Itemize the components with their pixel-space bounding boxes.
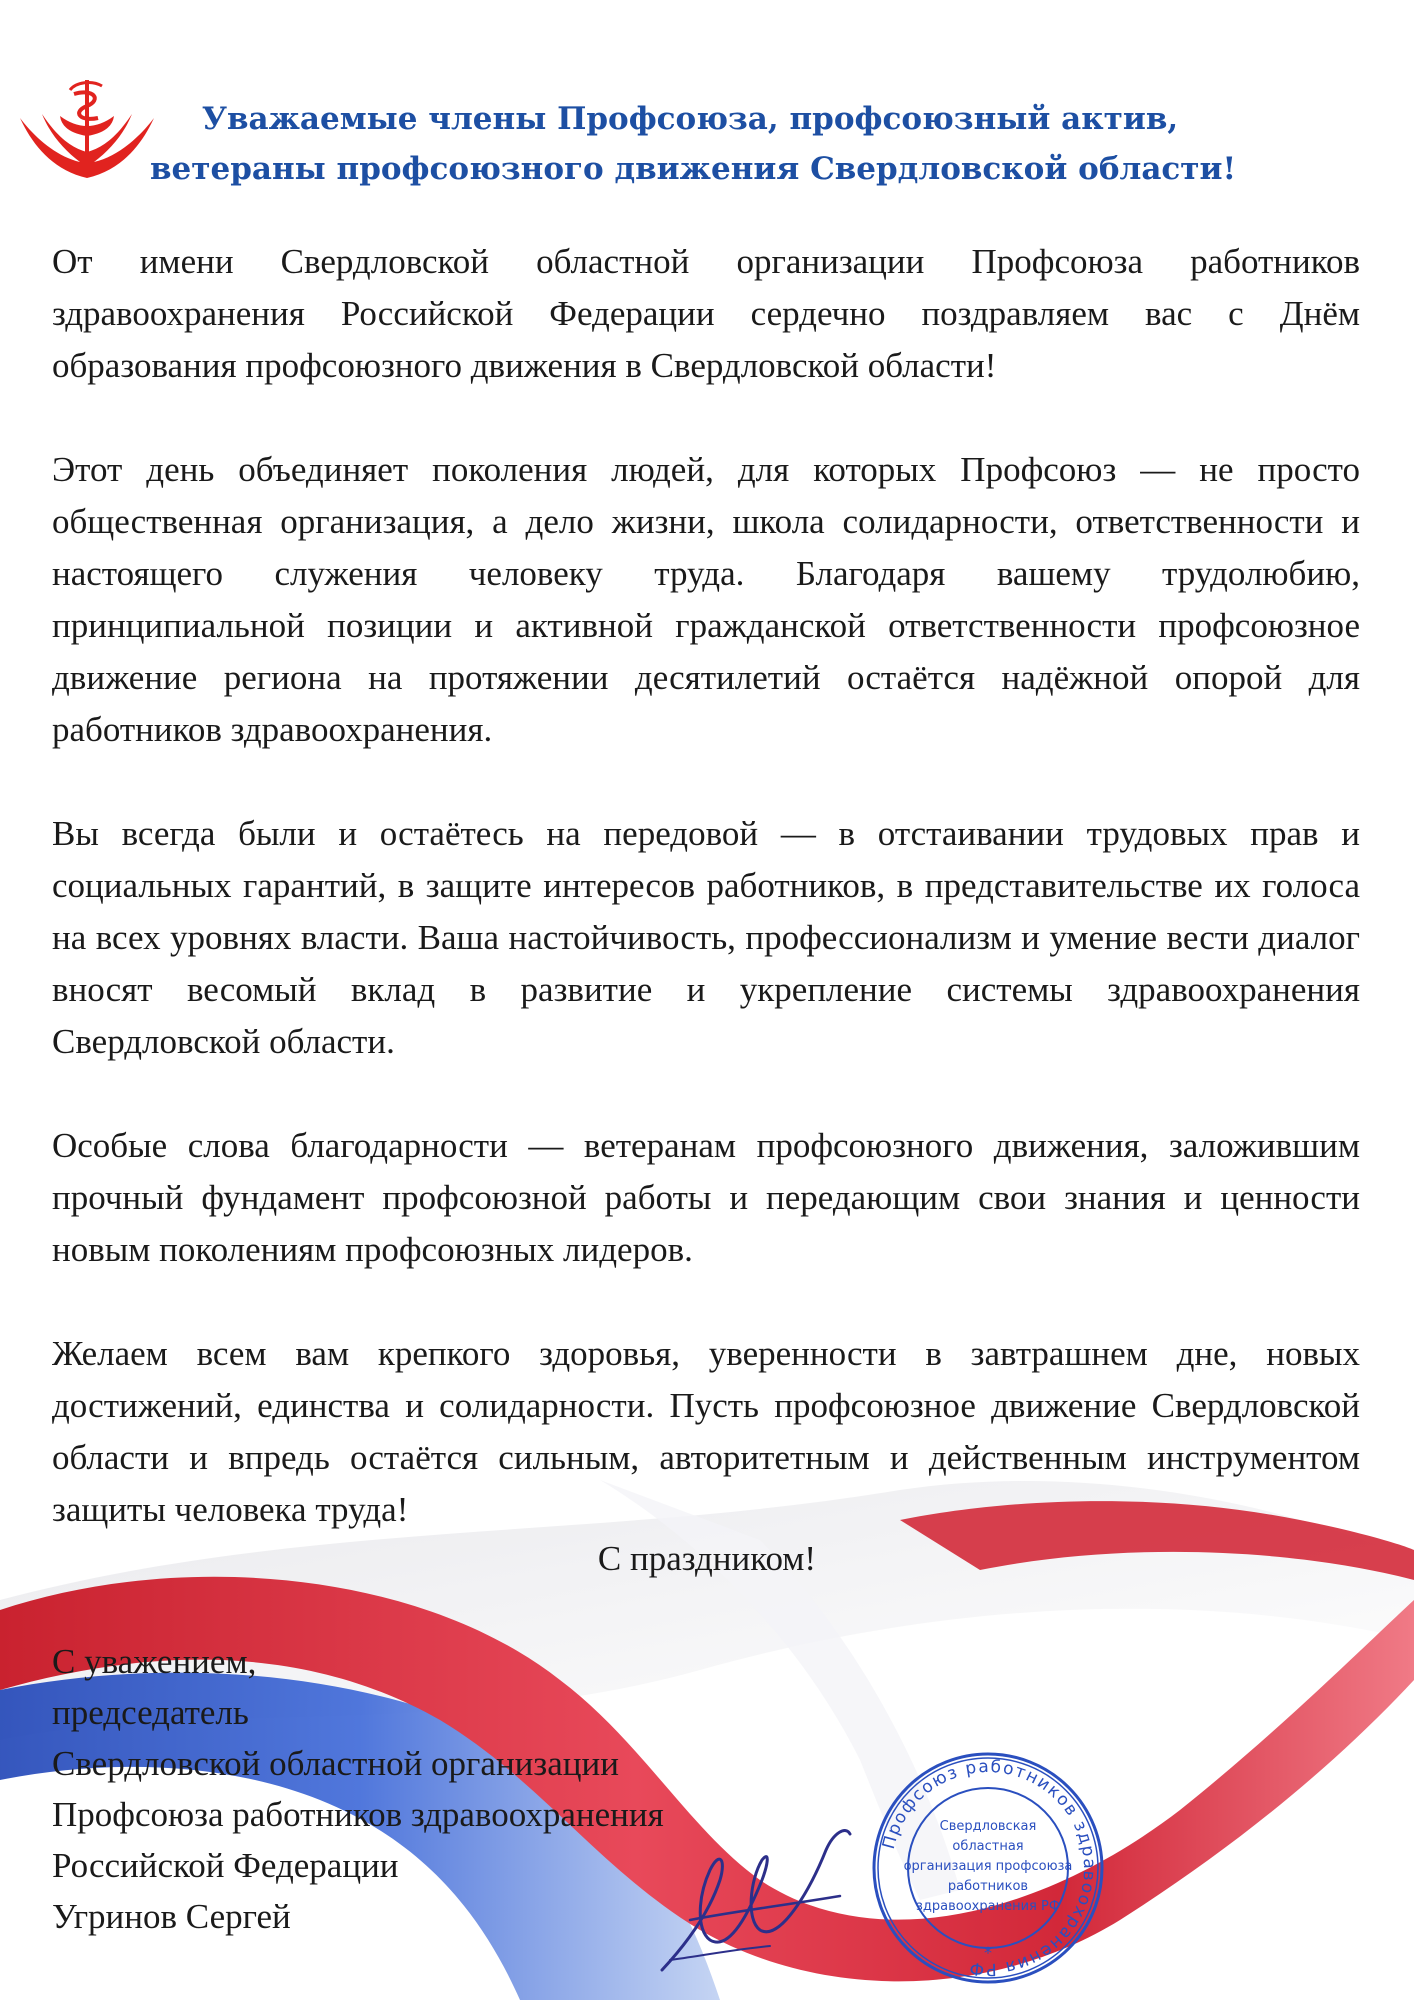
signoff-line-5: Российской Федерации <box>52 1846 399 1885</box>
holiday-greeting: С праздником! <box>597 1539 817 1578</box>
paragraph-4: Особые слова благодарности — ветеранам профсоюзного движения, заложившим прочный фундамент профсоюзной работы и передающим свои знания и ценности новым поколениям профсоюзных лидеров. <box>52 1126 1360 1269</box>
signoff-line-4: Профсоюза работников здравоохранения <box>52 1795 664 1834</box>
stamp-center-line-2: областная <box>952 1839 1024 1854</box>
paragraph-5: Желаем всем вам крепкого здоровья, уверенности в завтрашнем дне, новых достижений, единства и солидарности. Пусть профсоюзное движение Свердловской области и впредь остаётся сильным, авторитетным и действенным инструментом защиты человека труда! <box>52 1334 1360 1529</box>
signoff-line-6: Угринов Сергей <box>52 1897 291 1936</box>
stamp-ring-text: Профсоюз работников здравоохранения РФ <box>878 1756 1100 1980</box>
signoff-line-2: председатель <box>52 1693 249 1732</box>
medical-bowl-hands-logo <box>12 74 162 184</box>
greeting-heading <box>150 94 1237 194</box>
stamp-center-line-5: здравоохранения РФ <box>915 1899 1061 1914</box>
stamp-star: * <box>984 1943 992 1962</box>
paragraph-2: Этот день объединяет поколения людей, для которых Профсоюз — не просто общественная организация, а дело жизни, школа солидарности, ответственности и настоящего служения человеку труда. Благодаря вашему трудолюбию, принципиальной позиции и активной гражданской ответственности профсоюзное движение региона на протяжении десятилетий остаётся надёжной опорой для работников здравоохранения. <box>52 450 1360 749</box>
stamp-center-line-1: Свердловская <box>939 1819 1037 1834</box>
paragraph-1: От имени Свердловской областной организации Профсоюза работников здравоохранения Российской Федерации сердечно поздравляем вас с Днём образования профсоюзного движения в Свердловской области! <box>52 242 1360 385</box>
stamp-center-line-3: организация профсоюза <box>903 1859 1073 1874</box>
paragraph-3: Вы всегда были и остаётесь на передовой — в отстаивании трудовых прав и социальных гарантий, в защите интересов работников, в представительстве их голоса на всех уровнях власти. Ваша настойчивость, профессионализм и умение вести диалог вносят весомый вклад в развитие и укрепление системы здравоохранения Свердловской области. <box>52 814 1360 1061</box>
signoff-line-1: С уважением, <box>52 1642 257 1681</box>
stamp-center-line-4: работников <box>947 1879 1029 1894</box>
signoff-line-3: Свердловской областной организации <box>52 1744 619 1783</box>
organization-seal-stamp <box>868 1748 1108 1988</box>
heading-line-1: Уважаемые члены Профсоюза, профсоюзный актив, <box>201 101 1179 137</box>
letter-body <box>52 236 1360 1536</box>
handwritten-signature <box>650 1820 860 1980</box>
heading-line-2: ветераны профсоюзного движения Свердловской области! <box>150 151 1237 187</box>
